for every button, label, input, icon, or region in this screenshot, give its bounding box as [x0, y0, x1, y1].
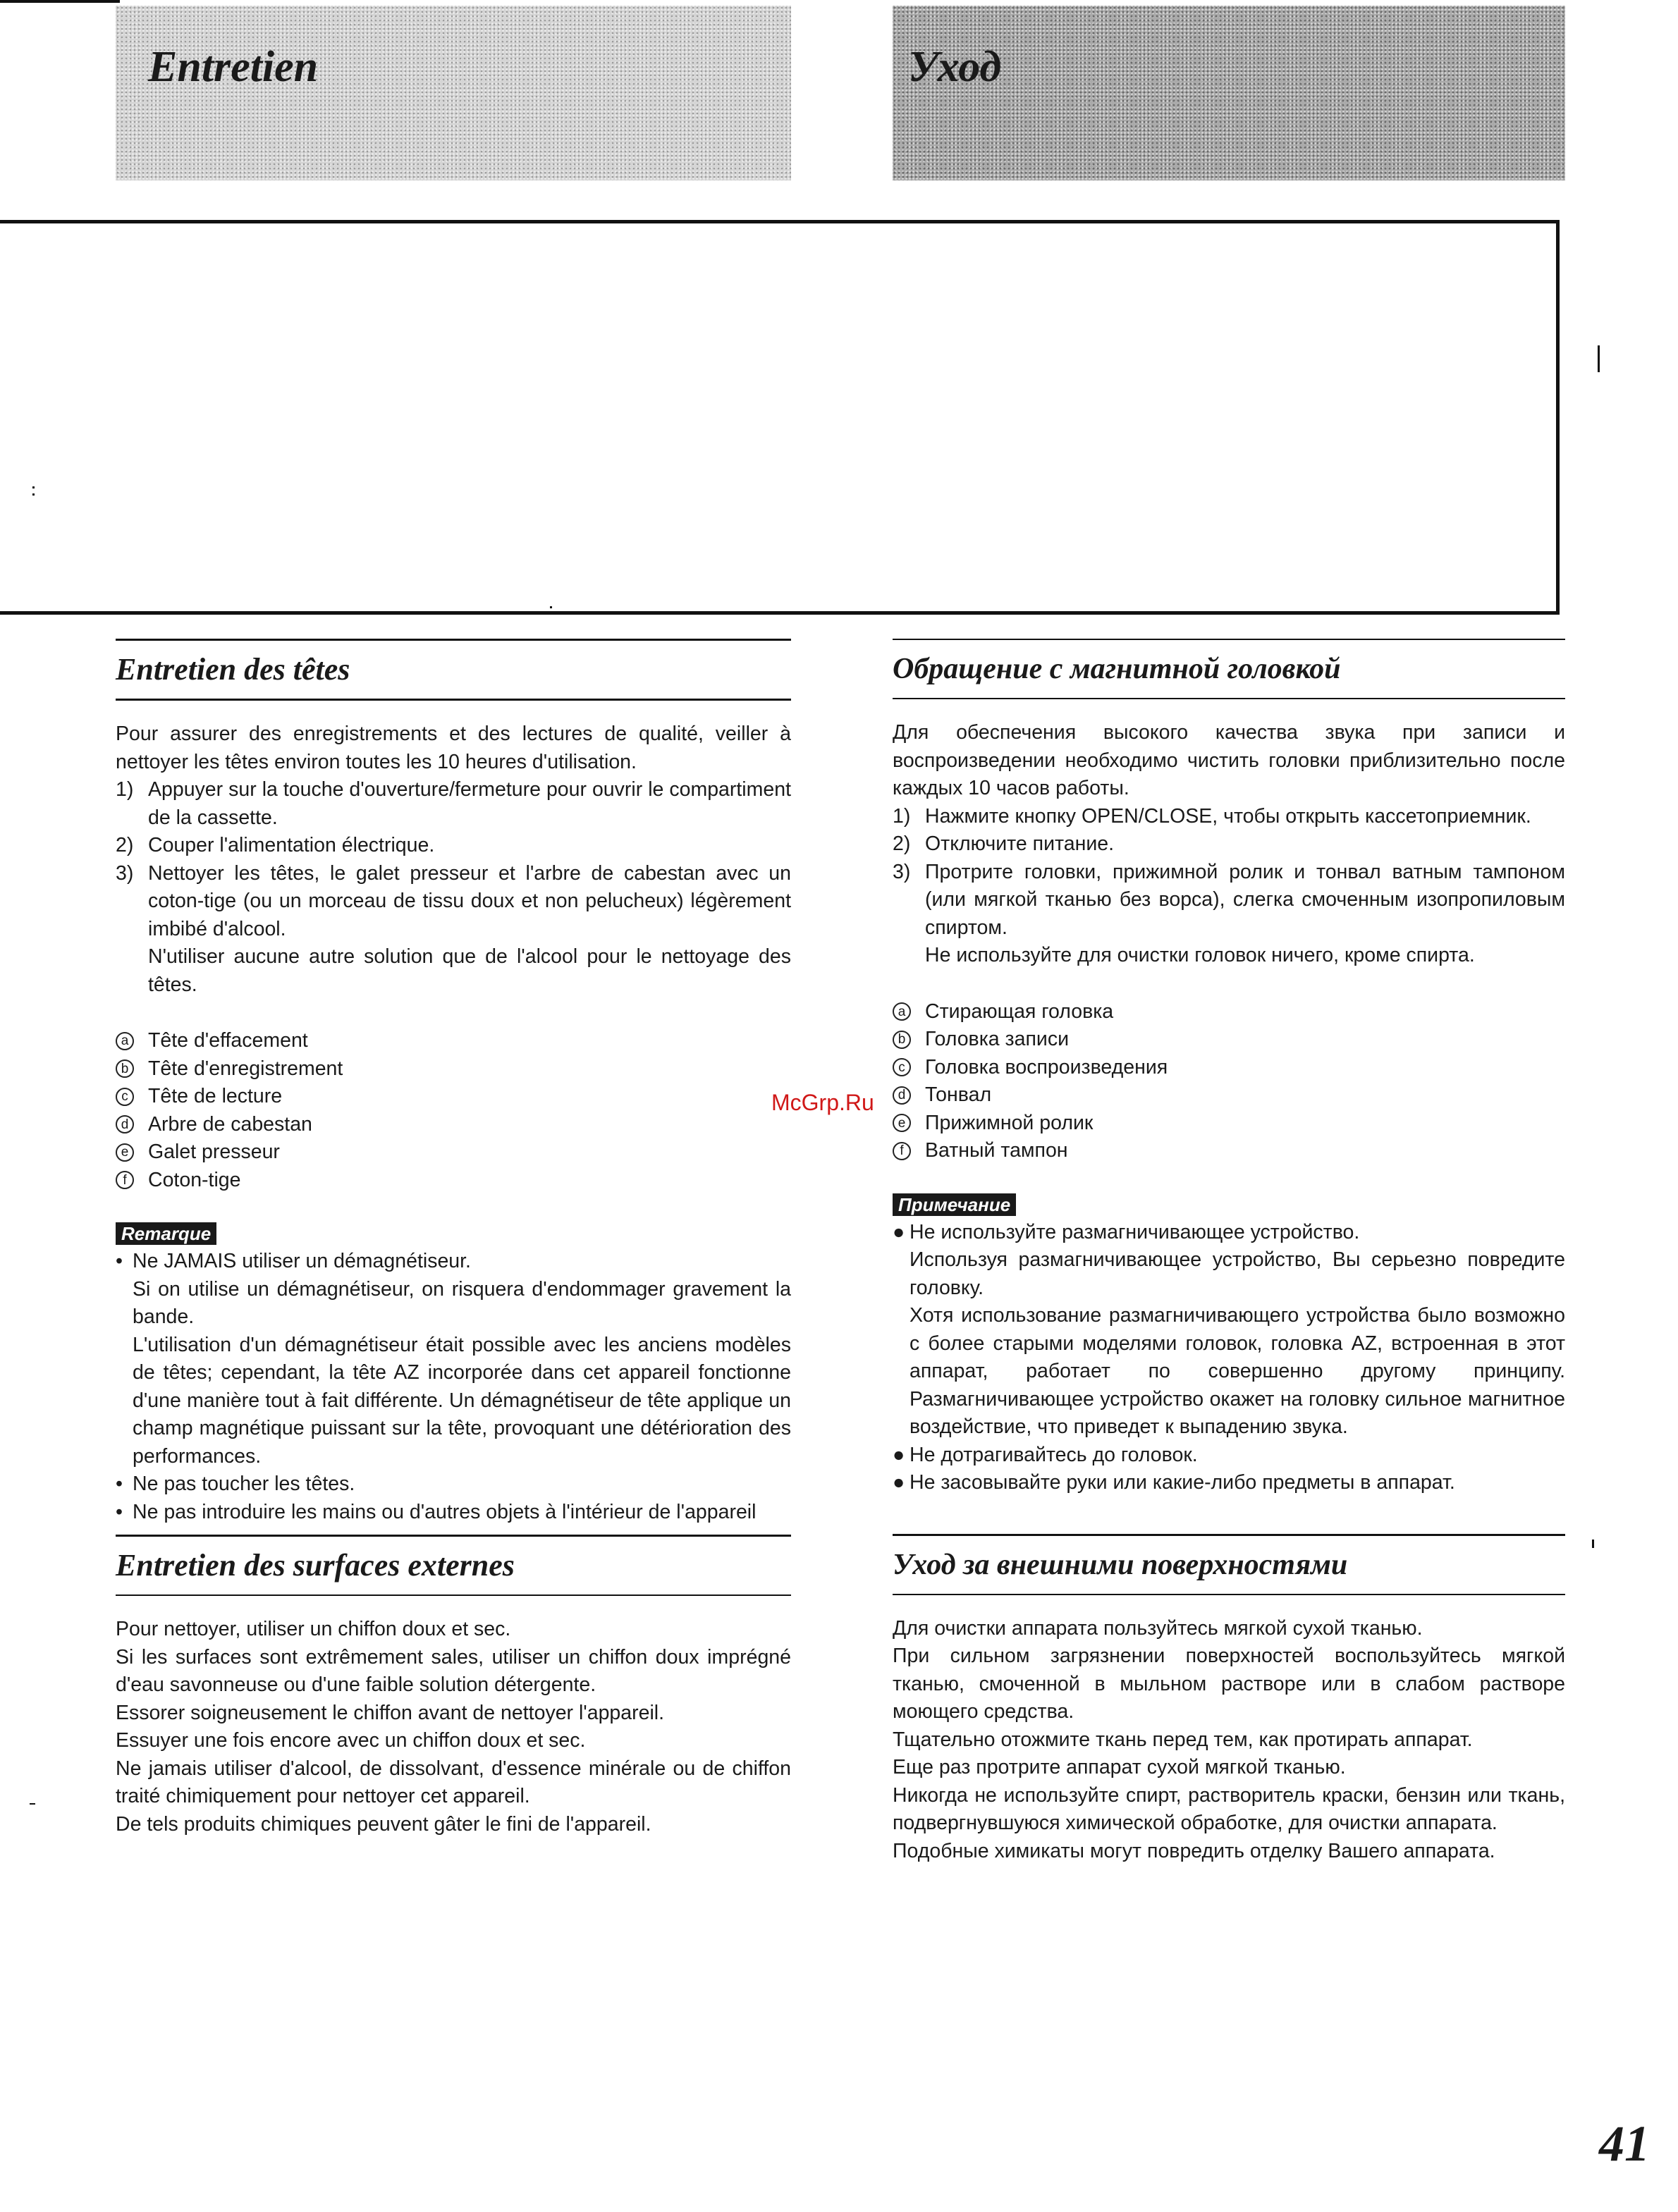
header-left-banner — [116, 6, 791, 180]
part-item — [893, 1054, 1565, 1082]
part-item — [116, 1138, 791, 1167]
surface-line: Подобные химикаты могут повредить отделку Вашего аппарата. — [893, 1839, 1495, 1862]
ru-surfaces-body — [893, 1615, 1565, 1866]
step-extra: N'utiliser aucune autre solution que de l'alcool pour le nettoyage des têtes. — [148, 945, 791, 996]
part-label: Тонвал — [925, 1083, 992, 1106]
note-text: Ne JAMAIS utiliser un démagnétiseur. — [133, 1250, 471, 1272]
part-label: Coton-tige — [148, 1168, 241, 1191]
part-item — [116, 1055, 791, 1083]
part-item — [893, 1137, 1565, 1165]
note-text: Не засовывайте руки или какие-либо предметы в аппарат. — [910, 1471, 1455, 1494]
russian-column — [893, 639, 1565, 1865]
ru-surfaces-title: Уход за внешними поверхностями — [893, 1534, 1565, 1595]
note-item — [116, 1470, 791, 1499]
ru-notes-list — [893, 1219, 1565, 1497]
part-label: Tête d'enregistrement — [148, 1057, 343, 1080]
ru-heads-title: Обращение с магнитной головкой — [893, 639, 1565, 699]
margin-mark — [30, 1803, 35, 1805]
step-item — [116, 832, 791, 860]
note-item — [116, 1248, 791, 1470]
circle-letter-icon: c — [116, 1088, 134, 1106]
french-column — [116, 639, 791, 1838]
header-right-banner — [893, 6, 1565, 180]
margin-mark — [1592, 1540, 1594, 1548]
part-label: Головка воспроизведения — [925, 1055, 1168, 1079]
circle-letter-icon: b — [893, 1031, 911, 1049]
circle-letter-icon: e — [116, 1143, 134, 1162]
fr-parts-list — [116, 1027, 791, 1194]
top-edge-line — [0, 0, 120, 3]
surface-line: Ne jamais utiliser d'alcool, de dissolvant, d'essence minérale ou de chiffon traité chimiquement pour nettoyer cet appareil. — [116, 1757, 791, 1807]
note-text: Не используйте размагничивающее устройство. — [910, 1220, 1360, 1243]
part-label: Arbre de cabestan — [148, 1112, 312, 1136]
surface-line: Essuyer une fois encore avec un chiffon doux et sec. — [116, 1729, 586, 1752]
watermark: McGrp.Ru — [771, 1090, 874, 1115]
surface-line: Si les surfaces sont extrêmement sales, utiliser un chiffon doux imprégné d'eau savonneuse ou d'une faible solution détergente. — [116, 1645, 791, 1696]
step-text: Appuyer sur la touche d'ouverture/fermeture pour ouvrir le compartiment de la cassette. — [148, 778, 791, 829]
bullet-icon: • — [116, 1500, 123, 1523]
header-right-title: Уход — [908, 43, 1002, 91]
part-item — [893, 998, 1565, 1026]
step-item — [116, 860, 791, 1000]
step-extra: Не используйте для очистки головок ничего, кроме спирта. — [925, 944, 1475, 966]
fr-heads-intro: Pour assurer des enregistrements et des lectures de qualité, veiller à nettoyer les têtes environ toutes les 10 heures d'utilisation. — [116, 723, 791, 773]
step-text: Отключите питание. — [925, 832, 1115, 855]
step-item — [893, 830, 1565, 859]
bullet-icon: • — [116, 1250, 123, 1272]
fr-heads-title: Entretien des têtes — [116, 639, 791, 701]
step-item — [893, 859, 1565, 970]
step-item — [116, 776, 791, 832]
part-item — [116, 1111, 791, 1139]
ru-heads-body — [893, 719, 1565, 970]
note-item — [116, 1499, 791, 1527]
part-item — [116, 1083, 791, 1111]
circle-letter-icon: f — [116, 1171, 134, 1189]
part-label: Ватный тампон — [925, 1139, 1068, 1162]
note-sub: L'utilisation d'un démagnétiseur était possible avec les anciens modèles de têtes; cependant, la tête AZ incorporée dans cet appareil fonctionne d'une manière tout à fait différente. Un démagnétiseur de tête applique un champ magnétique puissant sur la tête, provoquant une détérioration des performances. — [133, 1333, 791, 1468]
bullet-icon: ● — [893, 1220, 905, 1243]
step-item — [893, 803, 1565, 831]
part-item — [893, 1110, 1565, 1138]
part-item — [893, 1081, 1565, 1110]
bullet-icon: ● — [893, 1443, 905, 1466]
note-sub: Используя размагничивающее устройство, Вы серьезно повредите головку. — [910, 1248, 1565, 1299]
circle-letter-icon: e — [893, 1114, 911, 1132]
part-item — [116, 1167, 791, 1195]
bullet-icon: ● — [893, 1471, 905, 1494]
step-number: 1) — [893, 804, 911, 828]
bullet-icon: • — [116, 1473, 123, 1495]
part-label: Tête d'effacement — [148, 1029, 308, 1052]
step-text: Couper l'alimentation électrique. — [148, 834, 435, 856]
step-number: 3) — [893, 860, 911, 883]
ru-heads-intro: Для обеспечения высокого качества звука при записи и воспроизведении необходимо чистить головки приблизительно после каждых 10 часов работы. — [893, 721, 1565, 799]
header-left-title: Entretien — [148, 43, 319, 91]
surface-line: Никогда не используйте спирт, растворитель краски, бензин или ткань, подвергнувшуюся химической обработке, для очистки аппарата. — [893, 1783, 1565, 1834]
note-text: Ne pas introduire les mains ou d'autres objets à l'intérieur de l'appareil — [133, 1500, 757, 1523]
note-item — [893, 1442, 1565, 1470]
step-text: Нажмите кнопку OPEN/CLOSE, чтобы открыть кассетоприемник. — [925, 804, 1531, 828]
margin-mark — [32, 486, 35, 489]
note-sub: Хотя использование размагничивающего устройства было возможно с более старыми моделями головок, головка AZ, встроенная в этот аппарат, работает по совершенно другому принципу. Размагничивающее устройство окажет на головку сильное магнитное воздействие, что приведет к выпадению звука. — [910, 1304, 1565, 1438]
margin-mark — [32, 493, 35, 496]
surface-line: Еще раз протрите аппарат сухой мягкой тканью. — [893, 1756, 1346, 1778]
part-label: Прижимной ролик — [925, 1111, 1094, 1134]
surface-line: Essorer soigneusement le chiffon avant de nettoyer l'appareil. — [116, 1701, 665, 1724]
illustration-frame — [0, 220, 1560, 615]
note-sub: Si on utilise un démagnétiseur, on risquera d'endommager gravement la bande. — [133, 1277, 791, 1328]
surface-line: De tels produits chimiques peuvent gâter le fini de l'appareil. — [116, 1812, 651, 1836]
fr-surfaces-body — [116, 1616, 791, 1838]
part-item — [893, 1026, 1565, 1054]
step-text: Протрите головки, прижимной ролик и тонвал ватным тампоном (или мягкой тканью без ворса), слегка смоченным изопропиловым спиртом. — [925, 860, 1565, 939]
margin-mark — [1598, 345, 1600, 372]
part-label: Tête de lecture — [148, 1085, 283, 1107]
fr-surfaces-title: Entretien des surfaces externes — [116, 1535, 791, 1596]
note-text: Не дотрагивайтесь до головок. — [910, 1443, 1198, 1466]
part-label: Головка записи — [925, 1028, 1069, 1050]
circle-letter-icon: c — [893, 1058, 911, 1076]
fr-notes-list — [116, 1248, 791, 1526]
part-label: Стирающая головка — [925, 1000, 1114, 1023]
circle-letter-icon: a — [893, 1002, 911, 1021]
surface-line: Тщательно отожмите ткань перед тем, как протирать аппарат. — [893, 1728, 1473, 1751]
circle-letter-icon: a — [116, 1032, 134, 1050]
note-item — [893, 1219, 1565, 1442]
surface-line: При сильном загрязнении поверхностей воспользуйтесь мягкой тканью, смоченной в мыльном растворе или в слабом растворе моющего средства. — [893, 1645, 1565, 1723]
circle-letter-icon: d — [893, 1086, 911, 1105]
step-number: 2) — [116, 834, 134, 856]
fr-heads-body — [116, 720, 791, 999]
page-number: 41 — [1599, 2115, 1650, 2172]
part-item — [116, 1027, 791, 1055]
note-text: Ne pas toucher les têtes. — [133, 1473, 355, 1495]
fr-steps-list — [116, 776, 791, 999]
surface-line: Pour nettoyer, utiliser un chiffon doux et sec. — [116, 1618, 511, 1640]
circle-letter-icon: f — [893, 1142, 911, 1160]
step-number: 1) — [116, 778, 134, 801]
note-item — [893, 1469, 1565, 1497]
step-text: Nettoyer les têtes, le galet presseur et l'arbre de cabestan avec un coton-tige (ou un morceau de tissu doux et non pelucheux) légèrement imbibé d'alcool. — [148, 861, 791, 940]
part-label: Galet presseur — [148, 1141, 280, 1163]
ru-steps-list — [893, 803, 1565, 970]
circle-letter-icon: d — [116, 1115, 134, 1133]
circle-letter-icon: b — [116, 1059, 134, 1078]
surface-line: Для очистки аппарата пользуйтесь мягкой сухой тканью. — [893, 1616, 1423, 1640]
step-number: 3) — [116, 861, 134, 885]
ru-note-label: Примечание — [893, 1193, 1016, 1216]
fr-note-label: Remarque — [116, 1222, 216, 1245]
margin-mark — [550, 606, 552, 608]
ru-parts-list — [893, 998, 1565, 1165]
step-number: 2) — [893, 832, 911, 855]
